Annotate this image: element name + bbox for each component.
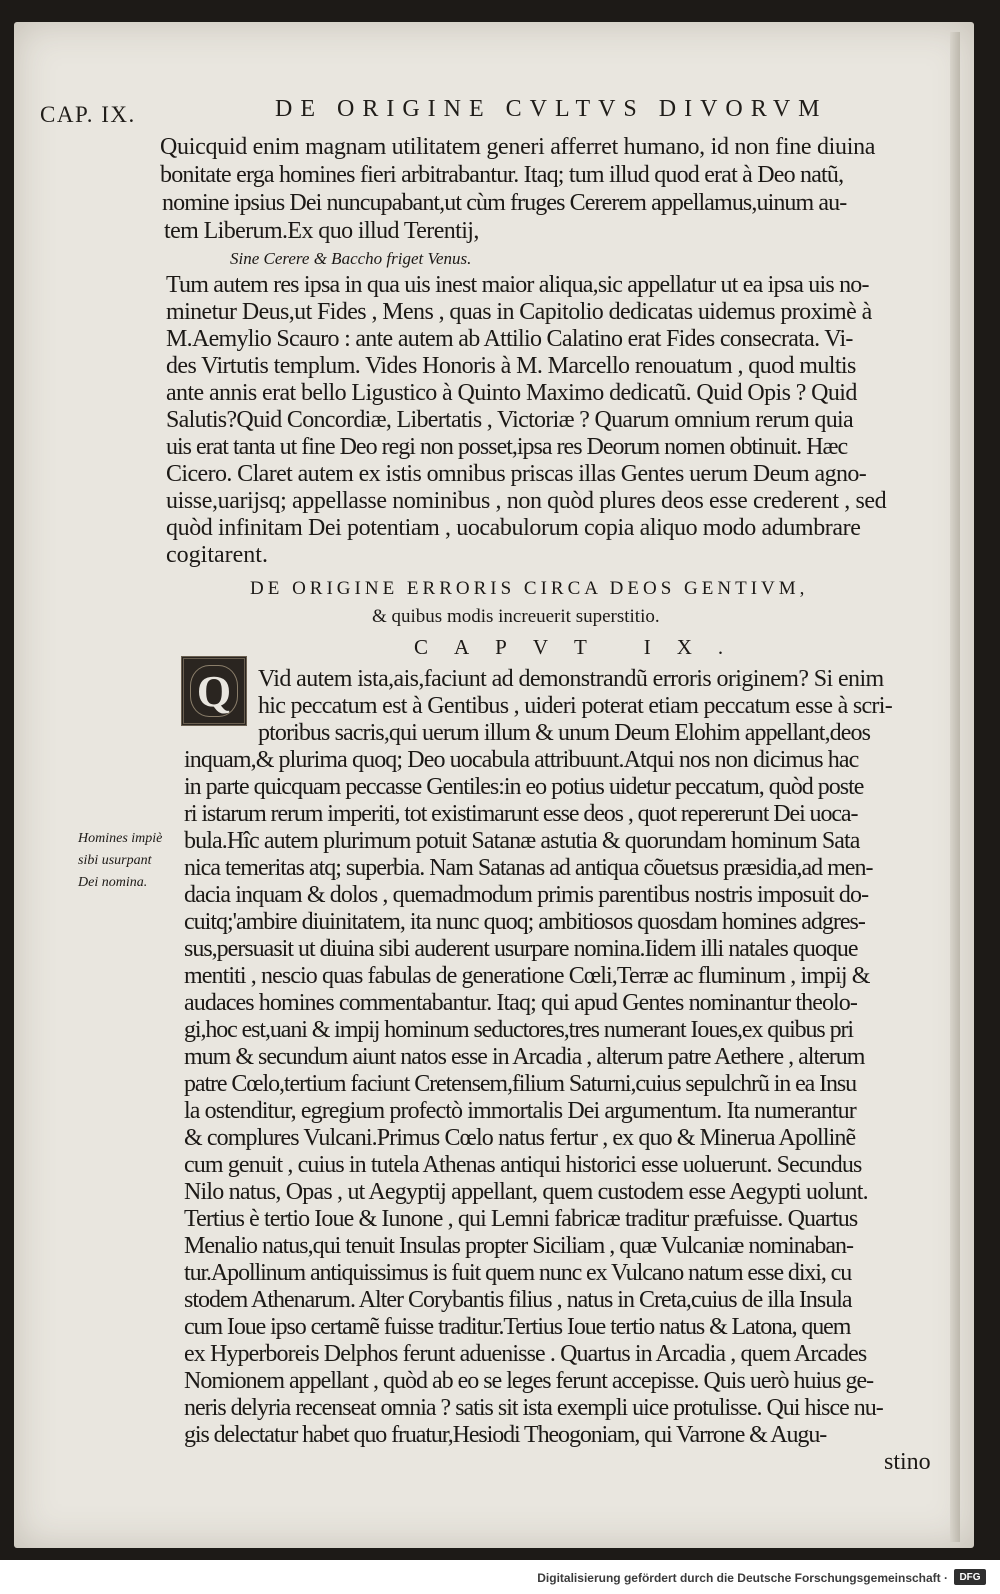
catchword: stino [884, 1449, 931, 1475]
text-line: bonitate erga homines fieri arbitrabantur. Itaq; tum illud quod erat à Deo natũ, [160, 162, 844, 188]
running-head [40, 96, 940, 128]
text-line: bula.Hîc autem plurimum potuit Satanæ astutia & quorundam hominum Sata [184, 828, 860, 854]
text-line: cogitarent. [166, 542, 268, 568]
text-line: la ostenditur, egregium profectò immortalis Dei argumentum. Ita numerantur [184, 1098, 856, 1124]
margin-note-line: Dei nomina. [78, 875, 148, 890]
margin-note [78, 828, 178, 894]
footer-bar [0, 1564, 1000, 1594]
section-heading: DE ORIGINE ERRORIS CIRCA DEOS GENTIVM, [250, 578, 809, 599]
text-line: quòd infinitam Dei potentiam , uocabulorum copia aliquo modo adumbrare [166, 515, 861, 541]
text-line: Cicero. Claret autem ex istis omnibus priscas illas Gentes uerum Deum agno- [166, 461, 867, 487]
text-line: audaces homines commentabantur. Itaq; qui apud Gentes nominantur theolo- [184, 990, 858, 1016]
text-line: ex Hyperboreis Delphos ferunt aduenisse . Quartus in Arcadia , quem Arcades [184, 1341, 867, 1367]
text-line: mum & secundum aiunt natos esse in Arcadia , alterum patre Aethere , alterum [184, 1044, 865, 1070]
text-line: neris delyria recenseat omnia ? satis sit ista exempli uice protulisse. Qui hisce nu- [184, 1395, 883, 1421]
quotation: Sine Cerere & Baccho friget Venus. [230, 249, 472, 268]
text-line: Tertius è tertio Ioue & Iunone , qui Lemni fabricæ traditur præfuisse. Quartus [184, 1206, 858, 1232]
text-line: hic peccatum est à Gentibus , uideri poterat etiam peccatum esse à scri- [258, 693, 892, 719]
text-line: sus,persuasit ut diuina sibi auderent usurpare nomina.Iidem illi natales quoque [184, 936, 858, 962]
chapter-label: CAP. IX. [40, 102, 136, 127]
text-line: M.Aemylio Scauro : ante autem ab Attilio Calatino erat Fides consecrata. Vi- [166, 326, 853, 352]
chapter-number: CAPVT IX. [414, 635, 750, 659]
text-line: nomine ipsius Dei nuncupabant,ut cùm fruges Cererem appellamus,uinum au- [162, 190, 847, 216]
page-gutter [950, 32, 960, 1542]
text-line: ptoribus sacris,qui uerum illum & unum Deum Elohim appellant,deos [258, 720, 871, 746]
text-line: cuitq;'ambire diuinitatem, ita nunc quoq; ambitiosos quosdam homines adgres- [184, 909, 865, 935]
margin-note-line: sibi usurpant [78, 853, 152, 868]
text-line: in parte quicquam peccasse Gentiles:in eo potius uidetur peccatum, quòd poste [184, 774, 864, 800]
running-title: DE ORIGINE CVLTVS DIVORVM [275, 96, 828, 122]
text-line: Nilo natus, Opas , ut Aegyptij appellant, quem custodem esse Aegypti uolunt. [184, 1179, 868, 1205]
text-line: Quicquid enim magnam utilitatem generi afferret humano, id non fine diuina [160, 134, 876, 160]
text-line: & complures Vulcani.Primus Cœlo natus fertur , ex quo & Minerua Apollinẽ [184, 1125, 856, 1151]
text-line: gis delectatur habet quo fruatur,Hesiodi Theogoniam, qui Varrone & Augu- [184, 1422, 827, 1448]
text-line: Menalio natus,qui tenuit Insulas propter Siciliam , quæ Vulcaniæ nominaban- [184, 1233, 853, 1259]
margin-note-line: Homines impiè [78, 831, 163, 846]
text-line: ri istarum rerum imperiti, tot existimarunt esse deos , quot repererunt Dei uoca- [184, 801, 858, 827]
text-line: patre Cœlo,tertium faciunt Cretensem,filium Saturni,cuius sepulchrũ in ea Insu [184, 1071, 857, 1097]
text-line: uis erat tanta ut fine Deo regi non posset,ipsa res Deorum nomen obtinuit. Hæc [166, 434, 848, 460]
text-line: nica temeritas atq; superbia. Nam Satanas ad antiqua cõuetsus præsidia,ad men- [184, 855, 873, 881]
text-line: cum genuit , cuius in tutela Athenas antiqui historici esse uoluerunt. Secundus [184, 1152, 862, 1178]
text-line: inquam,& plurima quoq; Deo uocabula attribuunt.Atqui nos non dicimus hac [184, 747, 859, 773]
decorated-initial: Q [181, 656, 247, 726]
text-line: mentiti , nescio quas fabulas de generatione Cœli,Terræ ac fluminum , impij & [184, 963, 870, 989]
text-line: Nomionem appellant , quòd ab eo se leges ferunt accepisse. Quis uerò huius ge- [184, 1368, 874, 1394]
text-line: minetur Deus,ut Fides , Mens , quas in Capitolio dedicatas uidemus proximè à [166, 299, 872, 325]
text-line: Vid autem ista,ais,faciunt ad demonstrandũ erroris originem? Si enim [258, 666, 884, 692]
text-line: cum Ioue ipso certamẽ fuisse traditur.Tertius Ioue tertio natus & Latona, quem [184, 1314, 851, 1340]
dfg-logo-icon: DFG [954, 1569, 986, 1585]
text-line: des Virtutis templum. Vides Honoris à M. Marcello renouatum , quod multis [166, 353, 856, 379]
text-line: gi,hoc est,uani & impij hominum seductores,tres numerant Ioues,ex quibus pri [184, 1017, 853, 1043]
text-line: tur.Apollinum antiquissimus is fuit quem nunc ex Vulcano natum esse dixi, cu [184, 1260, 852, 1286]
text-line: Tum autem res ipsa in qua uis inest maior aliqua,sic appellatur ut ea ipsa uis no- [166, 272, 869, 298]
text-line: ante annis erat bello Ligustico à Quinto Maximo dedicatũ. Quid Opis ? Quid [166, 380, 857, 406]
section-subheading: & quibus modis increuerit superstitio. [372, 606, 660, 627]
text-line: dacia inquam & dolos , quemadmodum primis parentibus nostris imposuit do- [184, 882, 869, 908]
text-line: tem Liberum.Ex quo illud Terentij, [164, 218, 479, 244]
funding-notice: Digitalisierung gefördert durch die Deutsche Forschungsgemeinschaft · [537, 1571, 948, 1585]
text-line: uisse,uarijsq; appellasse nominibus , non quòd plures deos esse crederent , sed [166, 488, 887, 514]
text-line: Salutis?Quid Concordiæ, Libertatis , Victoriæ ? Quarum omnium rerum quia [166, 407, 853, 433]
text-line: stodem Athenarum. Alter Corybantis filius , natus in Creta,cuius de illa Insula [184, 1287, 852, 1313]
